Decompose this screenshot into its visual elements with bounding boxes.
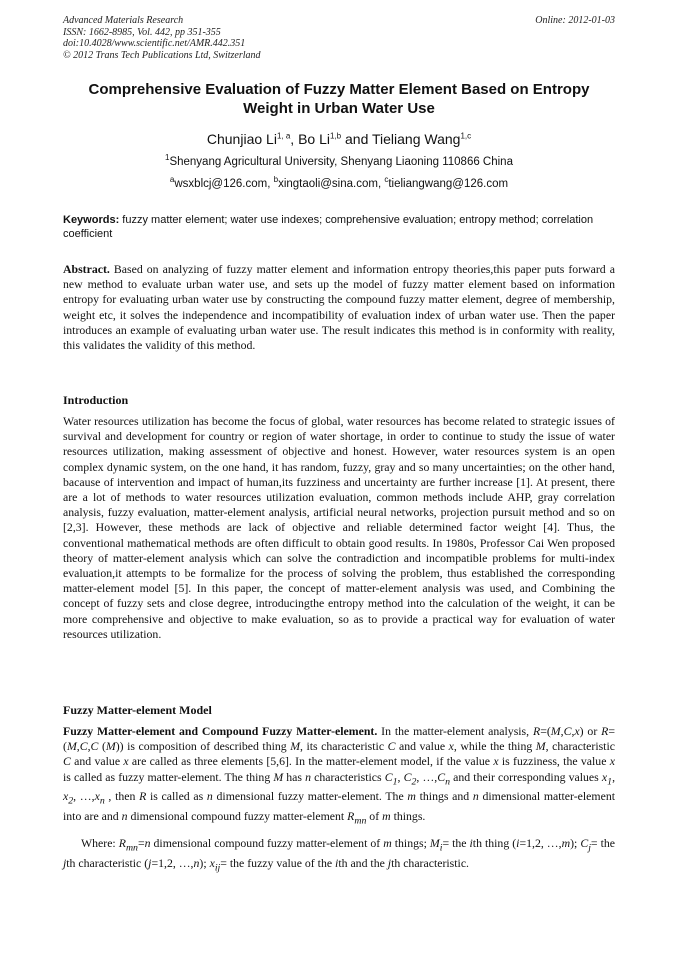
email-link[interactable]: wsxblcj@126.com, bbox=[174, 178, 274, 190]
abstract bbox=[63, 262, 615, 353]
author-affil-mark: 1,b bbox=[329, 131, 342, 141]
abstract-text: Based on analyzing of fuzzy matter element and information entropy theories,this paper puts forward a new method to evaluate urban water use, and sets up the model of fuzzy matter element based on information entropy for evaluating urban water use by constructing the compound fuzzy matter element, degree of membership, weight etc, it solves the independence and incompatibility of evaluation index of urban water use. Then the paper introduces an example of evaluating urban water use. The result indicates this method is in conformity with reality, this validates the validity of this method. bbox=[63, 262, 615, 353]
author-list bbox=[63, 130, 615, 148]
online-date: Online: 2012-01-03 bbox=[535, 15, 615, 26]
author-name: Bo Li bbox=[298, 131, 330, 147]
introduction-body: Water resources utilization has become the focus of global, water resources has become related to strategic issues of survival and development for country or region of water shortage, in order to continue to study the issue of water resources utilization, making assessment of objective and honest. However, water resources system is an open complex dynamic system, on the one hand, it has random, fuzzy, gray and so many uncertainties; on the other hand, bacause of intervention and impact of human,its fuzziness and uncertainty are further increase [1]. At present, there are a lot of methods to water resources utilization evaluation, common methods include AHP, gray correlation analysis, fuzzy evaluation, matter-element analysis, artificial neural networks, projection pursuit method and so on [2,3]. However, these methods are lack of objective and reliable determined factor weight [4]. Thus, the conventional mathematical methods are often difficult to obtain good results. In 1980s, Professor Cai Wen proposed theory of matter-element analysis which can solve the contradiction and incompatible problems for multi-index evaluation,it attempts to be formalize for the process of solving the problem, thus established the corresponding matter-element model [5]. In this paper, the concept of matter-element analysis was used, and Combining the concept of fuzzy sets and close degree, introducingthe entropy method into the calculation of the weight, it can be more comprehensive and objective to make evaluation, so as to provide a practical way for evaluation of water resources utilization. bbox=[63, 414, 615, 641]
author-emails bbox=[63, 177, 615, 191]
affil-text: Shenyang Agricultural University, Shenyang Liaoning 110866 China bbox=[169, 156, 513, 168]
model-paragraph-1: Fuzzy Matter-element and Compound Fuzzy Matter-element. In the matter-element analysis, R=(M,C,x) or R=(M,C,C (M)) is composition of described thing M, its characteristic C and value x, while the thing M, characteristic C and value x are called as three elements [5,6]. In the matter-element model, if the value x is fuzziness, the value x is called as fuzzy matter-element. The thing M has n characteristics $C_1$, $C_2$, $\dots,C_n$ and their corresponding values $x_1$, $x_2$, $\dots,x_n$ , then R is called as n dimensional fuzzy matter-element. The m things and n dimensional matter-element into are and n dimensional compound fuzzy matter-element $R_{mn}$ of m things. bbox=[63, 724, 616, 827]
affil-mark: 1 bbox=[165, 153, 170, 163]
author-name: Tieliang Wang bbox=[372, 131, 461, 147]
abstract-label: Abstract. bbox=[63, 262, 110, 276]
journal-header bbox=[63, 15, 615, 61]
section-heading-model: Fuzzy Matter-element Model bbox=[63, 703, 212, 717]
email-mark: c bbox=[384, 175, 389, 185]
email-link[interactable]: tieliangwang@126.com bbox=[388, 178, 509, 190]
copyright-line: © 2012 Trans Tech Publications Ltd, Switzerland bbox=[63, 49, 261, 61]
section-heading-introduction: Introduction bbox=[63, 393, 129, 407]
author-name: Chunjiao Li bbox=[206, 131, 277, 147]
email-mark: b bbox=[273, 175, 279, 185]
author-affil-mark: 1,c bbox=[460, 131, 472, 141]
author-separator: and bbox=[341, 131, 372, 147]
author-affil-mark: 1, a bbox=[276, 131, 291, 141]
doi-line: doi:10.4028/www.scientific.net/AMR.442.351 bbox=[63, 38, 246, 49]
keywords bbox=[63, 213, 615, 241]
journal-name: Advanced Materials Research bbox=[63, 15, 184, 26]
issn-line: ISSN: 1662-8985, Vol. 442, pp 351-355 bbox=[63, 26, 221, 38]
subsection-heading: Fuzzy Matter-element and Compound Fuzzy Matter-element. bbox=[63, 724, 378, 738]
affiliation bbox=[63, 155, 615, 169]
email-mark: a bbox=[169, 175, 175, 185]
keywords-label: Keywords: bbox=[63, 214, 120, 226]
model-paragraph-2: Where: $R_{mn}=n$ dimensional compound fuzzy matter-element of m things; $M_i=$ the ith thing (i=1,2, …,m); $C_j=$ the jth characteristic (j=1,2, …,n); $x_{ij}=$ the fuzzy value of the ith and the jth characteristic. bbox=[63, 836, 615, 873]
author-separator: , bbox=[290, 131, 299, 147]
email-link[interactable]: xingtaoli@sina.com, bbox=[278, 178, 385, 190]
keywords-text: fuzzy matter element; water use indexes; comprehensive evaluation; entropy method; correlation coefficient bbox=[63, 214, 594, 240]
paper-title: Comprehensive Evaluation of Fuzzy Matter Element Based on Entropy Weight in Urban Water Use bbox=[88, 81, 590, 117]
